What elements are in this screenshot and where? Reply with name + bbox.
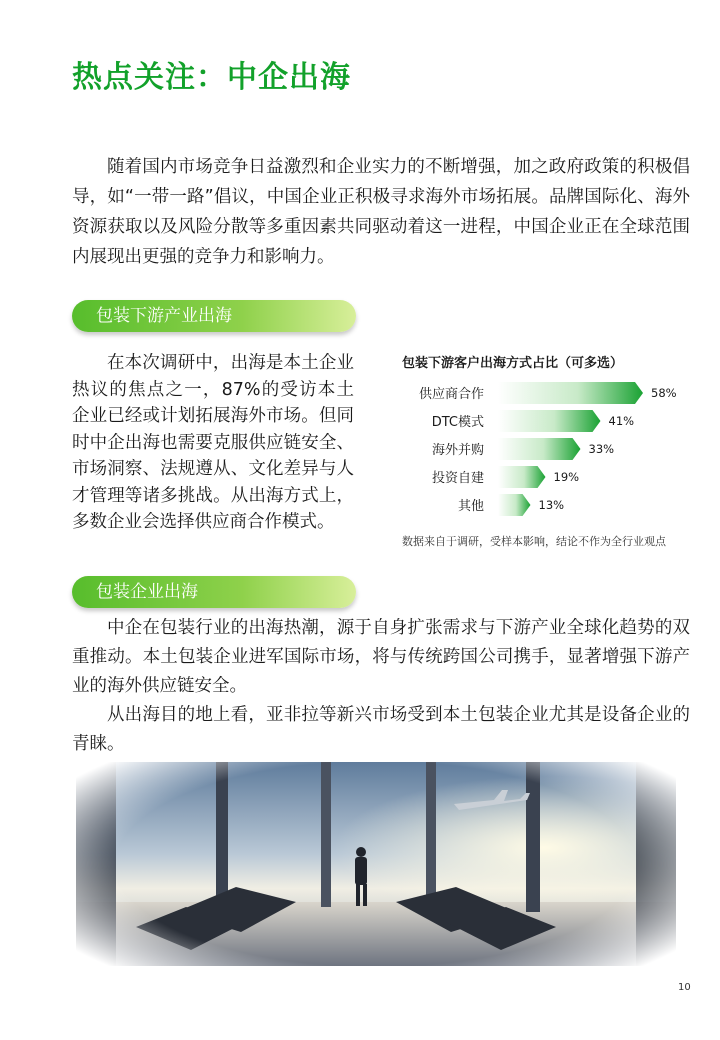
chart-category-label: 海外并购 [431, 443, 484, 458]
intro-paragraph: 随着国内市场竞争日益激烈和企业实力的不断增强，加之政府政策的积极倡导，如“一带一路”倡议，中国企业正积极寻求海外市场拓展。品牌国际化、海外资源获取以及风险分散等多重因素共同驱动着这一进程，中国企业正在全球范围内展现出更强的竞争力和影响力。 [72, 157, 690, 267]
chart-title: 包装下游客户出海方式占比（可多选） [402, 356, 624, 371]
downstream-paragraph: 在本次调研中，出海是本土企业热议的焦点之一，87%的受访本土企业已经或计划拓展海外市场。但同时中企出海也需要克服供应链安全、市场洞察、法规遵从、文化差异与人才管理等诸多挑战。从出海方式上，多数企业会选择供应商合作模式。 [72, 353, 354, 532]
airport-photo [76, 762, 676, 966]
packaging-paragraph-2: 从出海目的地上看，亚非拉等新兴市场受到本土包装企业尤其是设备企业的青睐。 [72, 705, 690, 754]
overseas-mode-chart [398, 352, 698, 552]
chart-bar [498, 410, 601, 432]
chart-category-label: 投资自建 [431, 471, 484, 486]
chart-value-label: 58% [651, 386, 677, 400]
chart-plot [398, 374, 698, 534]
chart-bar [498, 494, 531, 516]
chart-bar [498, 438, 581, 460]
chart-category-label: DTC模式 [431, 415, 484, 430]
section-header-packaging: 包装企业出海 [72, 576, 356, 608]
chart-note: 数据来自于调研，受样本影响，结论不作为全行业观点 [402, 535, 666, 548]
section-header-downstream: 包装下游产业出海 [72, 300, 356, 332]
chart-value-label: 33% [588, 442, 615, 456]
chart-category-label: 供应商合作 [418, 387, 484, 402]
chart-value-label: 13% [538, 498, 565, 512]
chart-bar [498, 466, 546, 488]
chart-value-label: 19% [553, 470, 580, 484]
page-number: 10 [678, 982, 691, 993]
airport-illustration [76, 762, 676, 966]
chart-bar [498, 382, 643, 404]
chart-category-label: 其他 [457, 499, 484, 514]
packaging-paragraph-1: 中企在包装行业的出海热潮，源于自身扩张需求与下游产业全球化趋势的双重推动。本土包装企业进军国际市场，将与传统跨国公司携手，显著增强下游产业的海外供应链安全。 [72, 618, 690, 696]
page-title: 热点关注：中企出海 [72, 60, 351, 95]
chart-value-label: 41% [608, 414, 635, 428]
